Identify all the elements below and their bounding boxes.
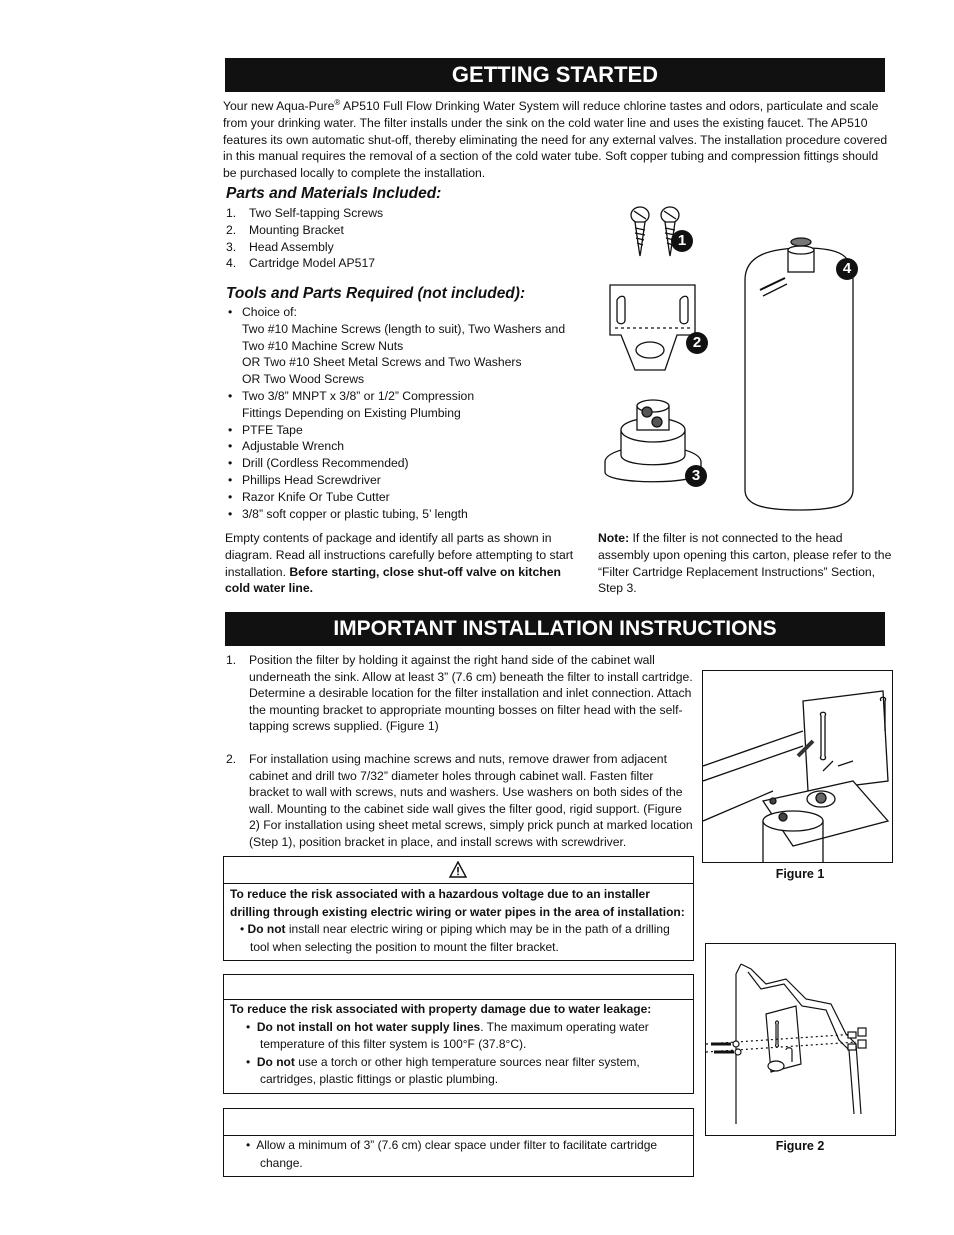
warning-box-electrical (223, 856, 694, 961)
getting-started-heading: GETTING STARTED (225, 58, 885, 92)
figure-2-caption: Figure 2 (775, 1139, 825, 1153)
installation-step-1: 1. Position the filter by holding it against the right hand side of the cabinet wall underneath the sink. Allow at least 3” (7.6 cm) beneath the filter to install cartridge. Determine a desirable location for the filter installation and inlet connection. Attach the mounting bracket to appropriate mounting bosses on filter head with the self-tapping screws supplied. (Figure 1) (226, 653, 693, 734)
part-4-badge: 4 (836, 258, 858, 280)
parts-illustration (595, 200, 890, 520)
notice-box-clearance (223, 1108, 694, 1177)
installation-heading: IMPORTANT INSTALLATION INSTRUCTIONS (225, 612, 885, 646)
figure-1-image (702, 670, 893, 863)
tools-list-item: • Razor Knife Or Tube Cutter (226, 489, 606, 506)
part-2-badge: 2 (686, 332, 708, 354)
parts-list-item: 1. Two Self-tapping Screws (226, 206, 384, 220)
warning-triangle-icon (449, 861, 467, 878)
caution-box-leakage (223, 974, 694, 1094)
tools-list-item: • Two 3/8” MNPT x 3/8” or 1/2” Compression Fittings Depending on Existing Plumbing (226, 388, 606, 422)
tools-list-item: • PTFE Tape (226, 422, 606, 439)
parts-list-item: 4. Cartridge Model AP517 (226, 256, 376, 271)
caution-body: To reduce the risk associated with property damage due to water leakage: • Do not install on hot water supply lines. The maximum operating water temperature of this filter system is 100°F (37.8°C). • Do not use a torch or other high temperature sources near filter system, cartridges, plastic fittings or plastic plumbing. (230, 1002, 652, 1087)
tools-list-item: • Drill (Cordless Recommended) (226, 455, 606, 472)
warning-header (224, 857, 693, 884)
notice-header (224, 1109, 693, 1136)
bracket-drawing (610, 285, 695, 370)
parts-list-item: 3. Head Assembly (226, 239, 334, 254)
parts-list-item: 2. Mounting Bracket (226, 222, 344, 237)
figure-1-caption: Figure 1 (775, 867, 825, 881)
screws-drawing (631, 207, 679, 256)
figure-2-drawing (706, 944, 896, 1136)
figure-2-image (705, 943, 896, 1136)
empty-contents-paragraph: Empty contents of package and identify all parts as shown in diagram. Read all instructions carefully before attempting to start installation. Before starting, close shut-off valve on kitchen cold water line. (225, 531, 574, 596)
tools-list-item: • Phillips Head Screwdriver (226, 472, 606, 489)
tools-list-item: • Choice of: Two #10 Machine Screws (length to suit), Two Washers and Two #10 Machine Screw Nuts OR Two #10 Sheet Metal Screws and Two Washers OR Two Wood Screws (226, 304, 606, 388)
warning-body: To reduce the risk associated with a hazardous voltage due to an installer drilling through existing electric wiring or water pipes in the area of installation: • Do not install near electric wiring or piping which may be in the path of a drilling tool when selecting the position to mount the filter bracket. (230, 887, 685, 954)
caution-header (224, 975, 693, 1000)
tools-heading: Tools and Parts Required (not included): (226, 285, 526, 302)
cartridge-drawing (745, 238, 853, 510)
notice-body: • Allow a minimum of 3” (7.6 cm) clear space under filter to facilitate cartridge change. (246, 1138, 658, 1170)
intro-paragraph: Your new Aqua-Pure® AP510 Full Flow Drinking Water System will reduce chlorine tastes and odors, particulate and scale from your drinking water. The filter installs under the sink on the cold water line and uses the existing faucet. The AP510 features its own automatic shut-off, thereby eliminating the need for any external valves. The installation procedure covered in this manual requires the removal of a section of the cold water tube. Soft copper tubing and compression fittings should be purchased locally to complete the installation. (223, 98, 888, 181)
tools-list-item: • Adjustable Wrench (226, 438, 606, 455)
part-3-badge: 3 (685, 465, 707, 487)
parts-list (226, 205, 586, 272)
parts-diagram (595, 200, 890, 520)
tools-list (226, 304, 606, 522)
part-1-badge: 1 (671, 230, 693, 252)
tools-list-item: • 3/8” soft copper or plastic tubing, 5’ length (226, 506, 606, 523)
parts-heading: Parts and Materials Included: (226, 185, 442, 202)
figure-1-drawing (703, 671, 893, 863)
note-paragraph: Note: If the filter is not connected to the head assembly upon opening this carton, please refer to the “Filter Cartridge Replacement Instructions” Section, Step 3. (598, 531, 892, 596)
installation-step-2: 2. For installation using machine screws and nuts, remove drawer from adjacent cabinet and drill two 7/32” diameter holes through cabinet wall. Fasten filter bracket to wall with screws, nuts and washers. Use washers on both sides of the wall. Mounting to the cabinet side wall gives the filter good, rigid support. (Figure 2) For installation using sheet metal screws, simply prick punch at marked location (Step 1), position bracket in place, and install screws with screwdriver. (226, 752, 693, 849)
